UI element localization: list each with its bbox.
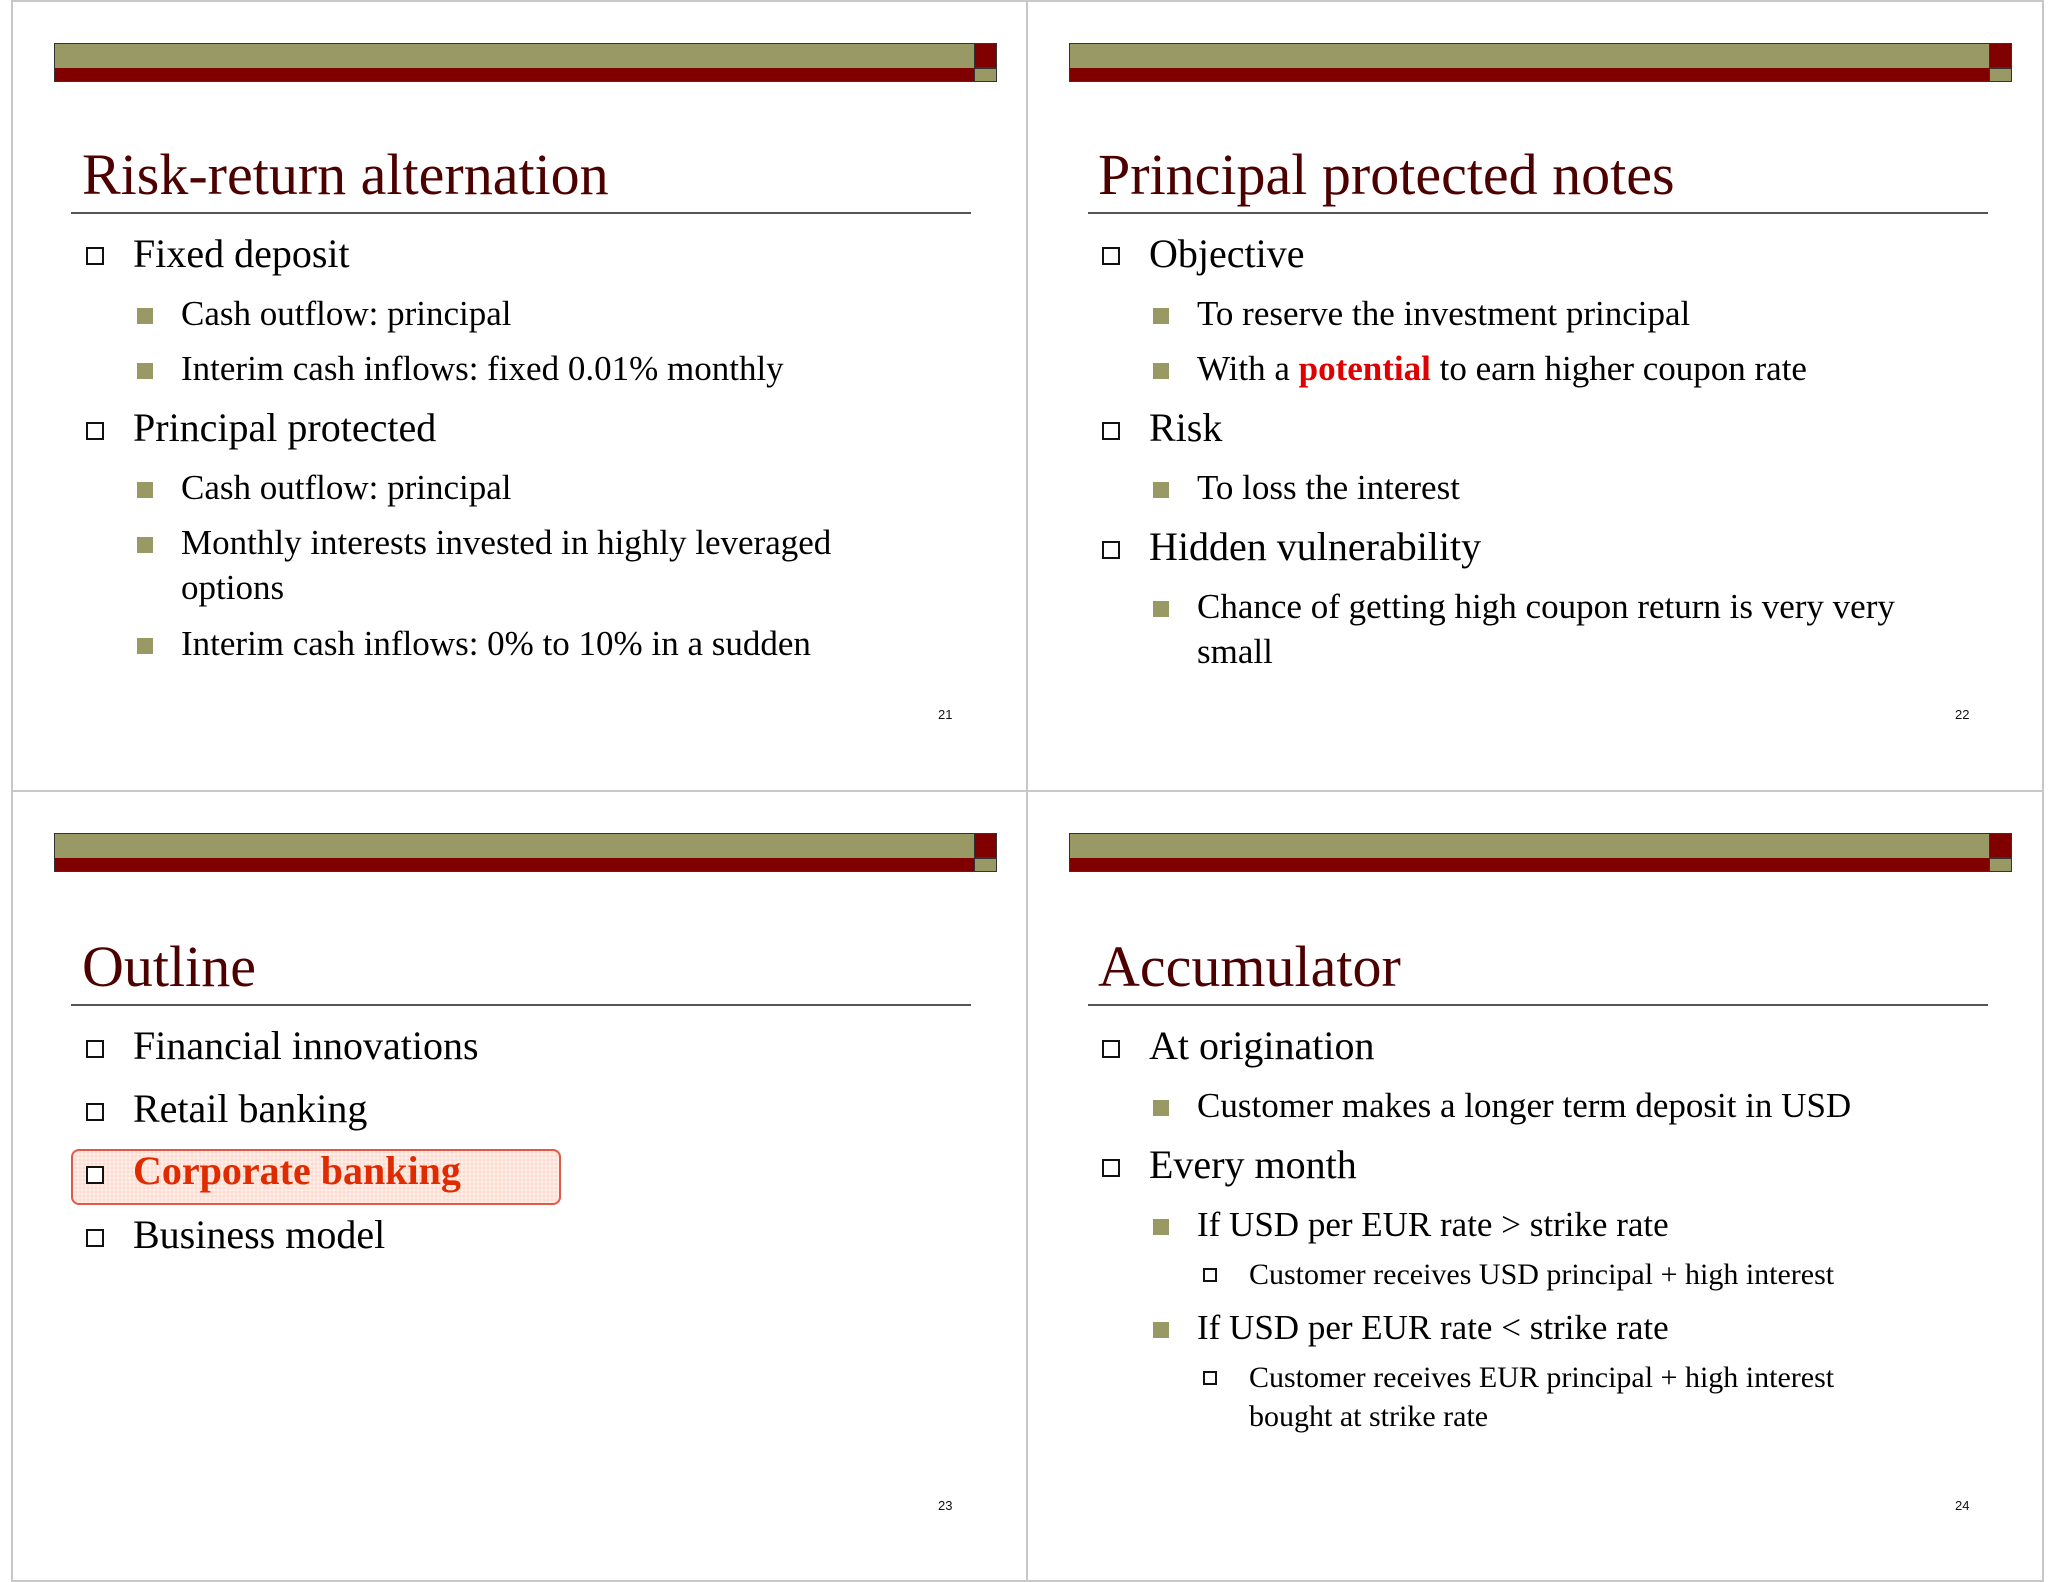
title-rule (1088, 1004, 1988, 1006)
header-bar (1069, 41, 2012, 83)
filled-square-bullet-icon (1153, 601, 1169, 617)
list-item-text: to earn higher coupon rate (1430, 349, 1807, 388)
hollow-square-bullet-icon (86, 1040, 104, 1058)
hollow-square-bullet-icon (1102, 422, 1120, 440)
hollow-square-bullet-icon (1102, 247, 1120, 265)
filled-square-bullet-icon (137, 482, 153, 498)
list-item: To reserve the investment principal (1197, 294, 1691, 333)
filled-square-bullet-icon (1153, 482, 1169, 498)
list-item (1197, 349, 1807, 389)
filled-square-bullet-icon (137, 638, 153, 654)
list-item: Chance of getting high coupon return is very very (1197, 587, 1895, 626)
hollow-square-bullet-icon (1203, 1268, 1217, 1282)
filled-square-bullet-icon (137, 363, 153, 379)
title-rule (71, 1004, 971, 1006)
filled-square-bullet-icon (137, 308, 153, 324)
list-item: Objective (1149, 231, 1305, 276)
hollow-square-bullet-icon (86, 1103, 104, 1121)
slide-number: 21 (938, 707, 953, 722)
list-item: Customer makes a longer term deposit in USD (1197, 1086, 1852, 1125)
outline-item: Business model (133, 1212, 386, 1257)
list-item: To loss the interest (1197, 468, 1460, 507)
hollow-square-bullet-icon (86, 247, 104, 265)
list-item: At origination (1149, 1023, 1375, 1068)
filled-square-bullet-icon (137, 537, 153, 553)
title-rule (1088, 212, 1988, 214)
hollow-square-bullet-icon (86, 422, 104, 440)
hollow-square-bullet-icon (86, 1166, 104, 1184)
filled-square-bullet-icon (1153, 1219, 1169, 1235)
list-item: Cash outflow: principal (181, 294, 512, 333)
filled-square-bullet-icon (1153, 1322, 1169, 1338)
list-item: Interim cash inflows: 0% to 10% in a sudden (181, 624, 811, 663)
title-rule (71, 212, 971, 214)
slide-number: 22 (1955, 707, 1970, 722)
filled-square-bullet-icon (1153, 308, 1169, 324)
outline-item-current: Corporate banking (133, 1148, 461, 1193)
slide-number: 24 (1955, 1498, 1970, 1513)
list-item: Every month (1149, 1142, 1357, 1187)
list-item: Monthly interests invested in highly leveraged (181, 523, 832, 562)
slide-title: Outline (82, 934, 256, 999)
list-item: If USD per EUR rate < strike rate (1197, 1308, 1669, 1347)
list-item-continuation: small (1197, 632, 1273, 671)
filled-square-bullet-icon (1153, 363, 1169, 379)
hollow-square-bullet-icon (1102, 1159, 1120, 1177)
list-item: Fixed deposit (133, 231, 350, 276)
list-item: Hidden vulnerability (1149, 524, 1482, 569)
list-item: Cash outflow: principal (181, 468, 512, 507)
slide-title: Accumulator (1098, 934, 1401, 999)
outline-item: Financial innovations (133, 1023, 479, 1068)
list-item-continuation: options (181, 568, 285, 607)
slide-number: 23 (938, 1498, 953, 1513)
list-item-text: With a (1197, 349, 1299, 388)
list-item: Customer receives USD principal + high interest (1249, 1258, 1835, 1291)
hollow-square-bullet-icon (1203, 1371, 1217, 1385)
slide-title: Risk-return alternation (82, 142, 609, 207)
list-item: Principal protected (133, 405, 437, 450)
hollow-square-bullet-icon (1102, 1040, 1120, 1058)
slide-22 (1026, 0, 2044, 792)
slide-21 (11, 0, 1028, 792)
list-item: Risk (1149, 405, 1223, 450)
outline-item: Retail banking (133, 1086, 368, 1131)
list-item: Interim cash inflows: fixed 0.01% monthly (181, 349, 784, 388)
list-item-continuation: bought at strike rate (1249, 1400, 1489, 1433)
slide-title: Principal protected notes (1098, 142, 1675, 207)
hollow-square-bullet-icon (1102, 541, 1120, 559)
list-item: If USD per EUR rate > strike rate (1197, 1205, 1669, 1244)
filled-square-bullet-icon (1153, 1100, 1169, 1116)
header-bar (54, 41, 997, 83)
list-item: Customer receives EUR principal + high interest (1249, 1361, 1835, 1394)
hollow-square-bullet-icon (86, 1229, 104, 1247)
highlighted-word: potential (1298, 349, 1431, 388)
header-bar (1069, 831, 2012, 873)
header-bar (54, 831, 997, 873)
